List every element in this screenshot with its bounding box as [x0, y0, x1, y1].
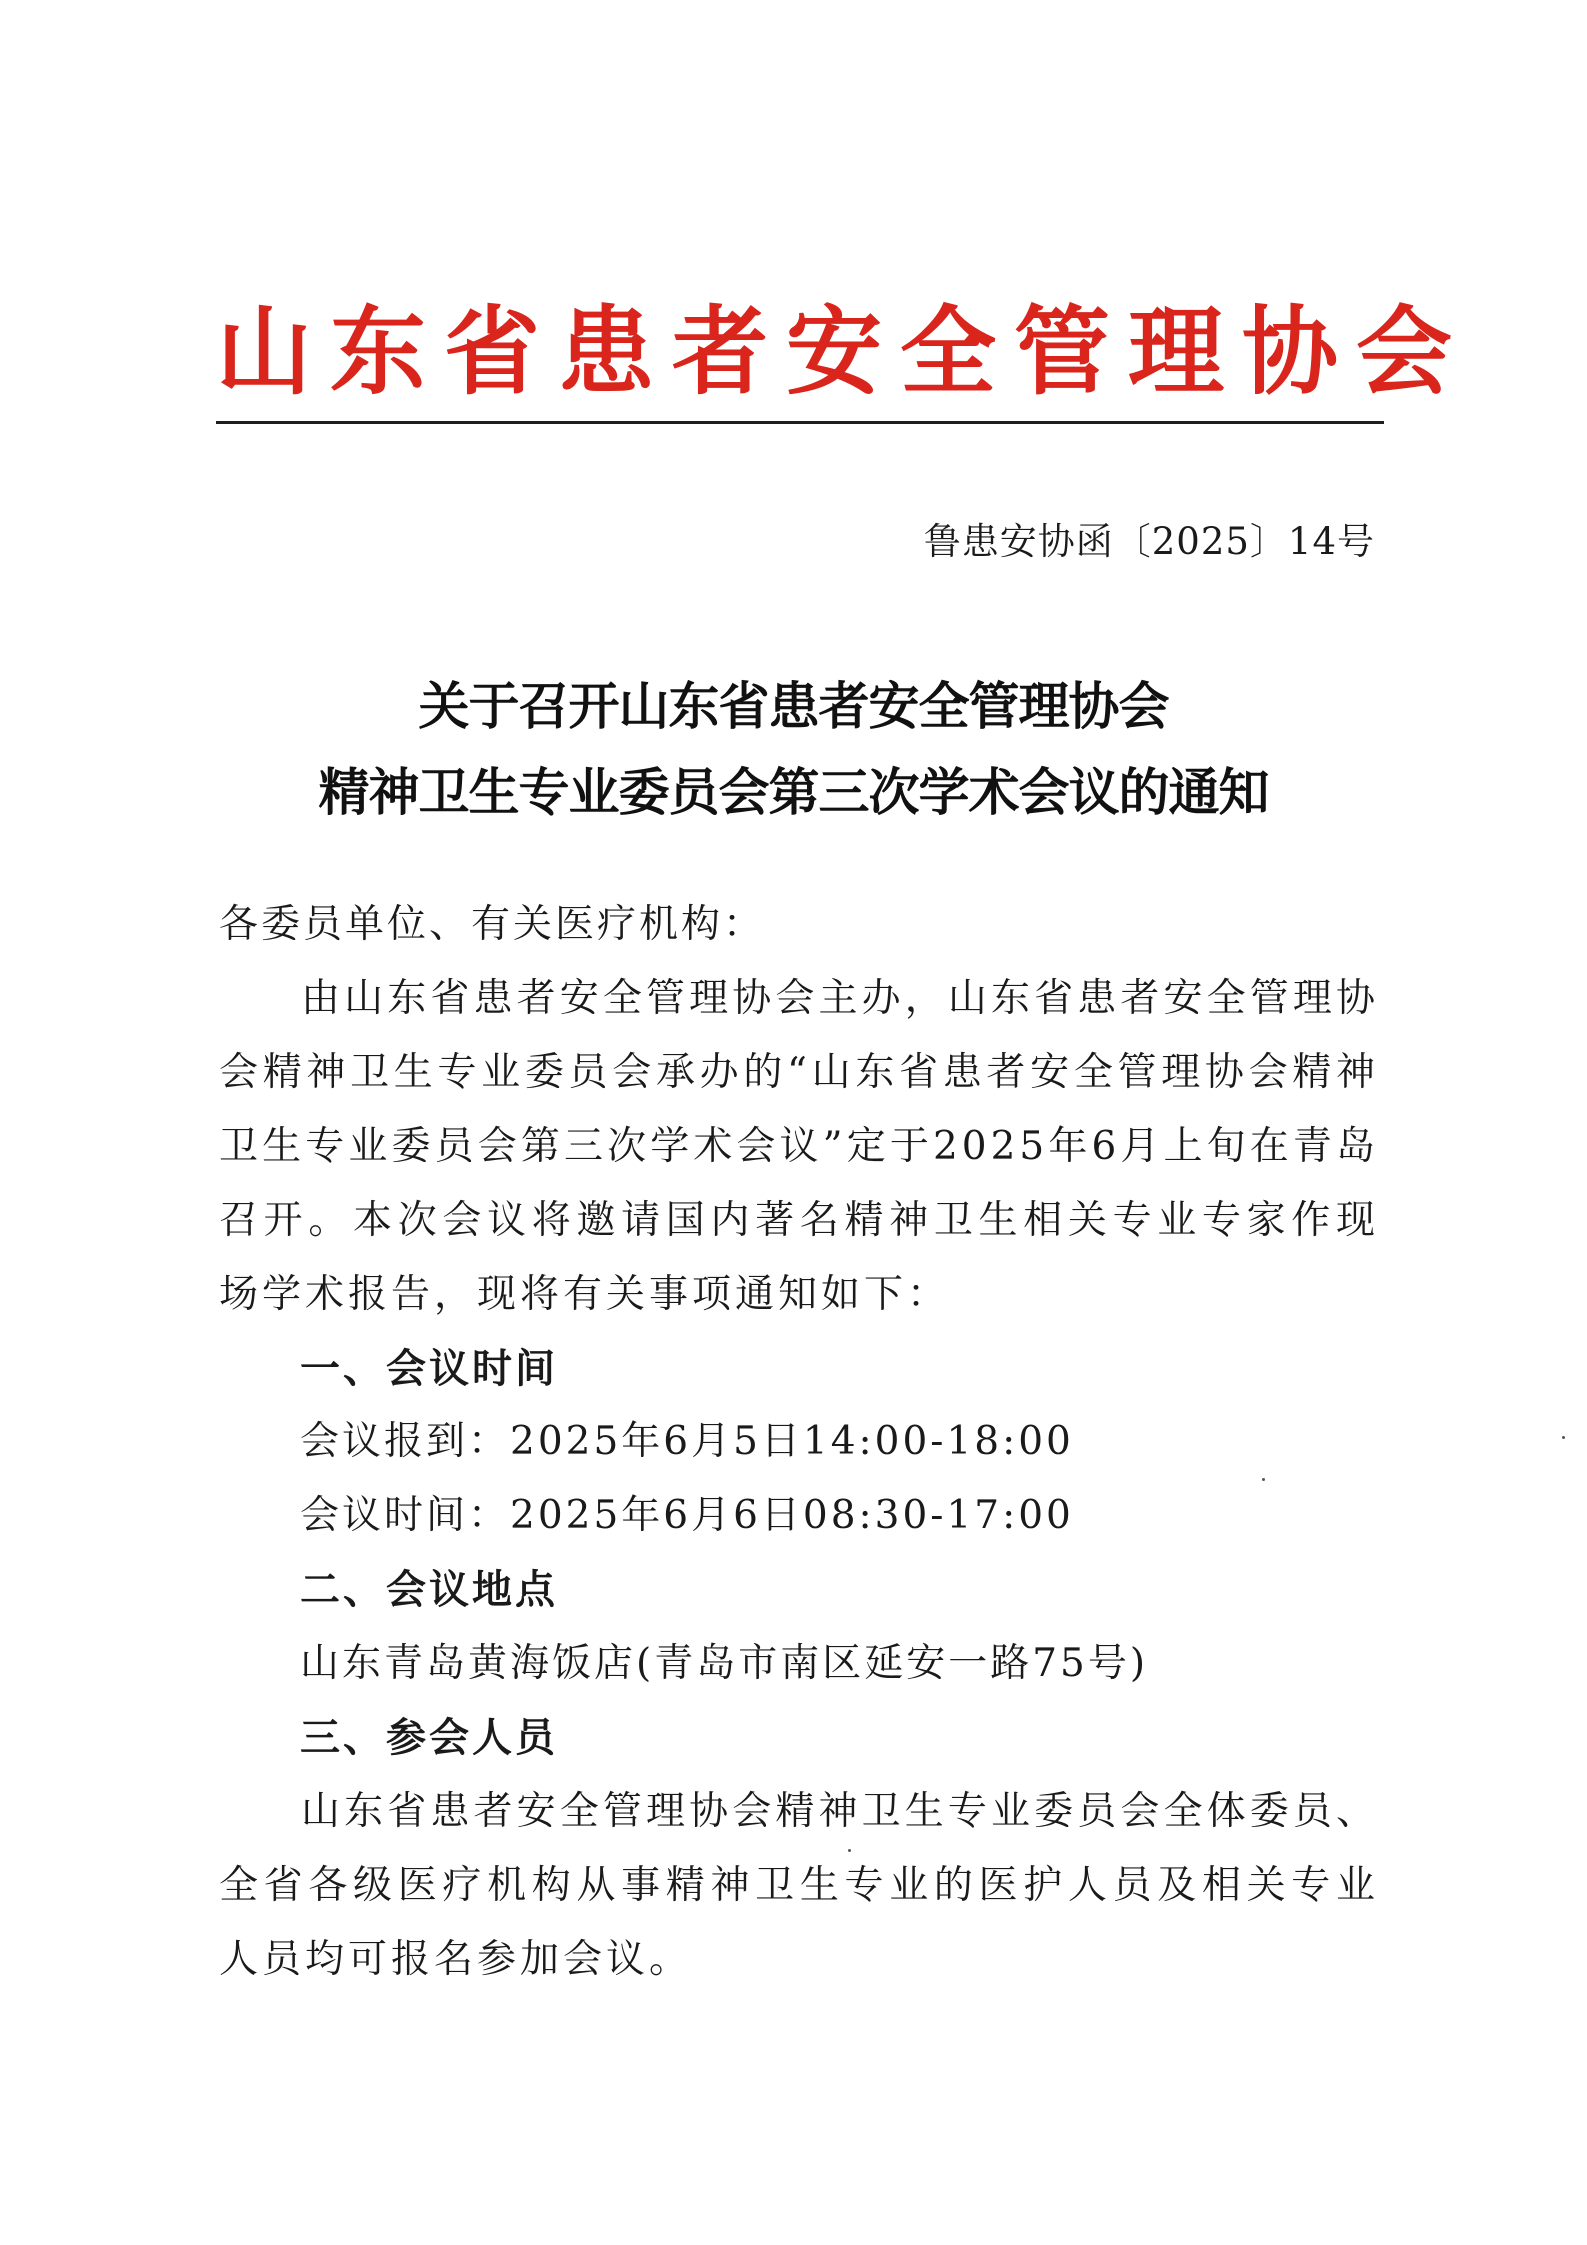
salutation: 各委员单位、有关医疗机构： — [219, 902, 766, 947]
meeting-time: 会议时间：2025年6月6日08:30-17:00 — [300, 1493, 1074, 1538]
notice-title-line-1: 关于召开山东省患者安全管理协会 — [418, 678, 1169, 737]
meeting-address: 山东青岛黄海饭店(青岛市南区延安一路75号) — [300, 1641, 1149, 1686]
section-heading-attendees: 三、参会人员 — [300, 1715, 558, 1761]
notice-title-line-2: 精神卫生专业委员会第三次学术会议的通知 — [318, 764, 1269, 823]
scan-speck — [1562, 1436, 1565, 1439]
document-number: 鲁患安协函〔2025〕14号 — [923, 520, 1375, 563]
letterhead-organization-name: 山东省患者安全管理协会 — [216, 295, 1470, 408]
section-heading-meeting-time: 一、会议时间 — [300, 1346, 558, 1392]
section-heading-meeting-location: 二、会议地点 — [300, 1567, 558, 1613]
attendees-paragraph: 山东省患者安全管理协会精神卫生专业委员会全体委员、全省各级医疗机构从事精神卫生专业的医护人员及相关专业人员均可报名参加会议。 — [219, 1789, 1379, 1982]
intro-paragraph: 由山东省患者安全管理协会主办，山东省患者安全管理协会精神卫生专业委员会承办的“山东省患者安全管理协会精神卫生专业委员会第三次学术会议”定于2025年6月上旬在青岛召开。本次会议将邀请国内著名精神卫生相关专业专家作现场学术报告，现将有关事项通知如下： — [219, 976, 1379, 1317]
registration-time: 会议报到：2025年6月5日14:00-18:00 — [300, 1419, 1074, 1464]
scan-speck — [848, 1849, 851, 1852]
scan-speck — [1262, 1478, 1265, 1481]
letterhead-divider-line — [216, 421, 1384, 424]
